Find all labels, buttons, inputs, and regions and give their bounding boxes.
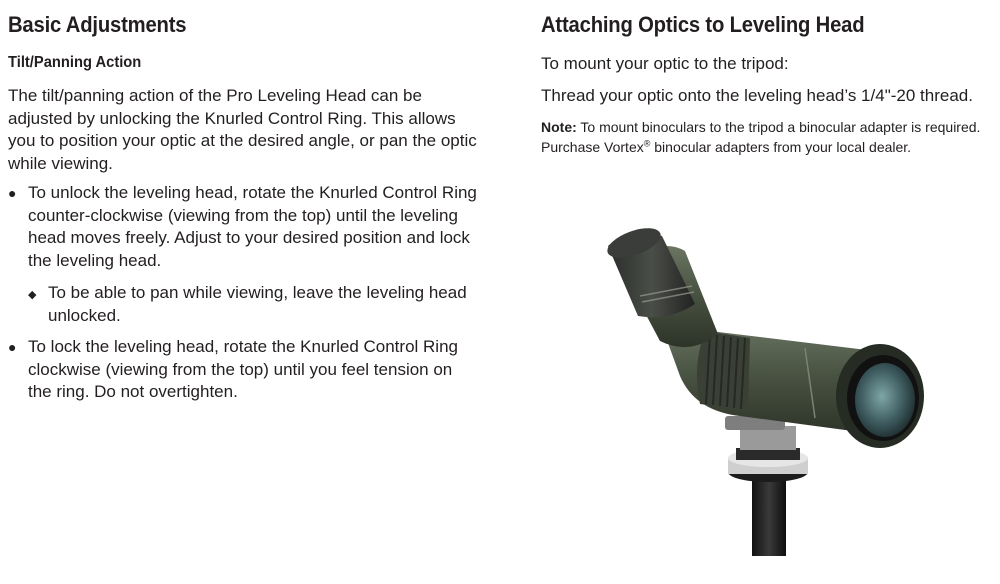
diamond-bullet-icon: ◆	[28, 289, 37, 301]
registered-mark: ®	[643, 137, 651, 148]
sub-bullet-item-pan	[28, 282, 488, 328]
bullet-item-unlock	[8, 182, 488, 274]
subheading-tilt-panning: Tilt/Panning Action	[8, 54, 142, 71]
bullet-dot-icon: ●	[8, 339, 17, 355]
bullet-text: To unlock the leveling head, rotate the Knurled Control Ring counter-clockwise (viewing from the top) until the leveling head moves freely. Adjust to your desired position and lock the leveling head.	[28, 183, 477, 270]
section-heading-basic-adjustments: Basic Adjustments	[8, 12, 187, 37]
note-paragraph	[541, 118, 981, 157]
bullet-dot-icon: ●	[8, 185, 17, 201]
bullet-item-lock	[8, 336, 488, 406]
spotting-scope-image	[600, 226, 940, 556]
sub-bullet-text: To be able to pan while viewing, leave the leveling head unlocked.	[48, 283, 467, 325]
note-text-a: To mount binoculars to the tripod a binocular adapter is required. Purchase Vortex	[541, 119, 981, 155]
thread-instruction: Thread your optic onto the leveling head’s 1/4"-20 thread.	[541, 86, 973, 105]
bullet-text: To lock the leveling head, rotate the Knurled Control Ring clockwise (viewing from the top) until you feel tension on the ring. Do not overtighten.	[28, 337, 458, 401]
note-text-b: binocular adapters from your local dealer.	[650, 138, 912, 155]
section-heading-attaching-optics: Attaching Optics to Leveling Head	[541, 12, 865, 37]
mount-instruction: To mount your optic to the tripod:	[541, 54, 789, 73]
note-label: Note:	[541, 119, 577, 135]
intro-paragraph: The tilt/panning action of the Pro Leveling Head can be adjusted by unlocking the Knurled Control Ring. This allows you to position your optic at the desired angle, or pan the optic while viewing.	[8, 86, 477, 173]
tripod-pole	[752, 476, 786, 556]
